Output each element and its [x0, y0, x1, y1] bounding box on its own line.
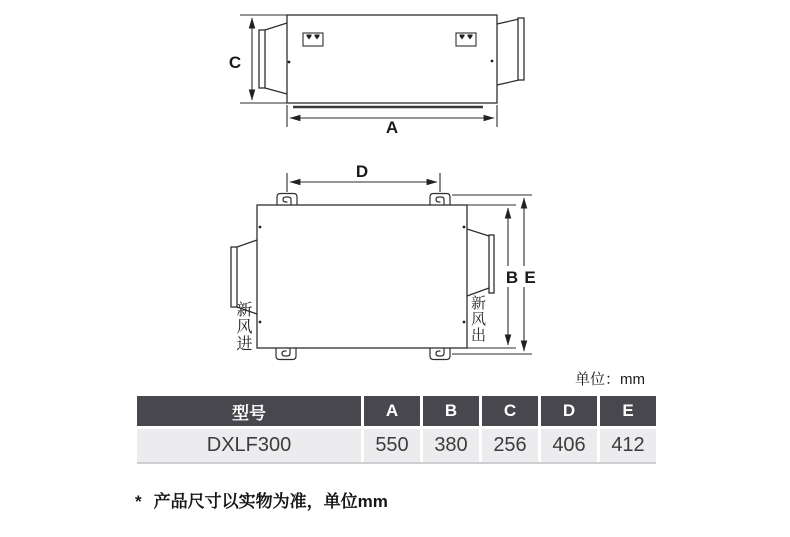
top-duct-flange-right [467, 229, 494, 296]
header-cell-D: D [541, 396, 597, 426]
value-cell-A: 550 [364, 429, 420, 462]
front-view-drawing [240, 15, 524, 127]
rivet-dot [463, 226, 466, 229]
mounting-bracket-icon [276, 348, 296, 360]
top-view-drawing [231, 173, 532, 360]
front-duct-flange-right [497, 18, 524, 85]
dim-label-B: B [505, 268, 519, 287]
rivet-dot [491, 60, 494, 63]
rivet-dot [288, 61, 291, 64]
fresh-air-outlet-label: 新风出 [469, 295, 486, 343]
header-cell-B: B [423, 396, 479, 426]
footnote-marker: * [135, 492, 142, 511]
mounting-bracket-icon [277, 194, 297, 206]
front-duct-flange-left [259, 23, 287, 94]
rivet-dot [463, 321, 466, 324]
header-cell-E: E [600, 396, 656, 426]
header-cell-A: A [364, 396, 420, 426]
footnote-text: 产品尺寸以实物为准，单位mm [153, 492, 388, 511]
footnote [135, 487, 388, 512]
value-cell-E: 412 [600, 429, 656, 462]
header-cell-model: 型号 [137, 396, 361, 426]
rivet-dot [259, 226, 262, 229]
value-cell-D: 406 [541, 429, 597, 462]
value-cell-B: 380 [423, 429, 479, 462]
value-cell-C: 256 [482, 429, 538, 462]
dim-label-E: E [524, 268, 536, 287]
terminal-block-icon [303, 33, 323, 46]
model-cell: DXLF300 [137, 429, 361, 462]
dim-label-D: D [355, 162, 369, 181]
dim-label-C: C [228, 53, 242, 72]
dimension-table [137, 396, 656, 462]
table-bottom-edge [137, 462, 656, 464]
mounting-bracket-icon [430, 348, 450, 360]
dim-label-A: A [385, 118, 399, 137]
header-cell-C: C [482, 396, 538, 426]
terminal-block-icon [456, 33, 476, 46]
fresh-air-inlet-label: 新风进 [234, 301, 251, 352]
top-unit-body [257, 205, 467, 348]
front-unit-body [287, 15, 497, 103]
rivet-dot [259, 321, 262, 324]
mounting-bracket-icon [430, 194, 450, 206]
unit-label: 单位：mm [575, 371, 645, 388]
